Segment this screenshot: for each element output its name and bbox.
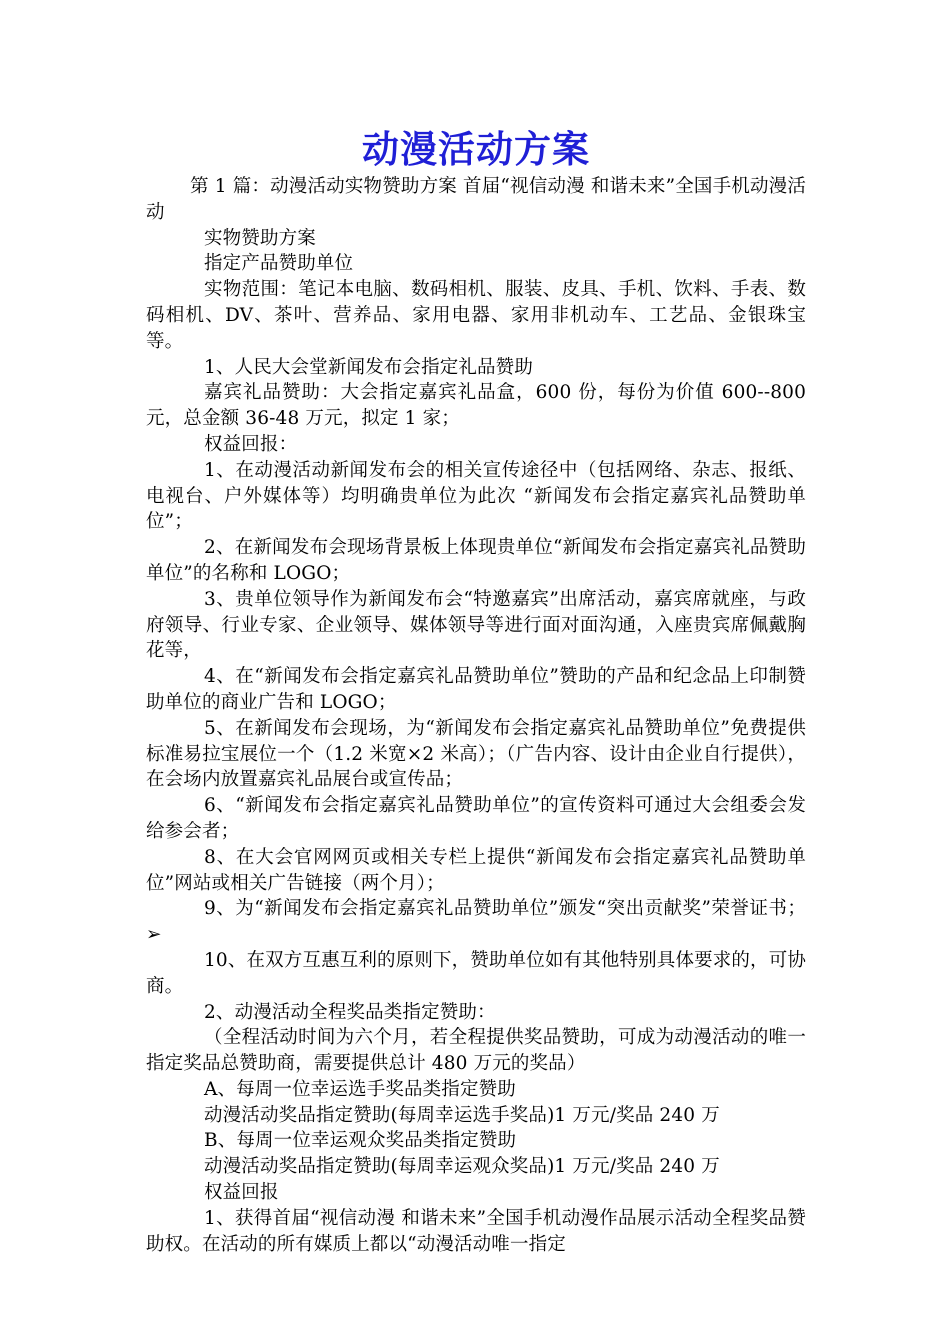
paragraph: 1、获得首届“视信动漫 和谐未来”全国手机动漫作品展示活动全程奖品赞助权。在活动的所有媒质上都以“动漫活动唯一指定: [146, 1207, 806, 1255]
paragraph: 8、在大会官网网页或相关专栏上提供“新闻发布会指定嘉宾礼品赞助单位”网站或相关广告链接（两个月）；: [146, 846, 806, 894]
paragraph: 2、在新闻发布会现场背景板上体现贵单位“新闻发布会指定嘉宾礼品赞助单位”的名称和 LOGO；: [146, 537, 806, 584]
paragraph: 指定产品赞助单位: [204, 253, 354, 275]
paragraph: 2、动漫活动全程奖品类指定赞助：: [204, 1001, 496, 1023]
paragraph: A、每周一位幸运选手奖品类指定赞助: [204, 1078, 516, 1100]
paragraph: 动漫活动奖品指定赞助(每周幸运选手奖品)1 万元/奖品 240 万: [204, 1104, 720, 1126]
paragraph: 3、贵单位领导作为新闻发布会“特邀嘉宾”出席活动，嘉宾席就座，与政府领导、行业专家、企业领导、媒体领导等进行面对面沟通，入座贵宾席佩戴胸花等，: [146, 588, 806, 662]
paragraph: 实物范围：笔记本电脑、数码相机、服装、皮具、手机、饮料、手表、数码相机、DV、茶叶、营养品、家用电器、家用非机动车、工艺品、金银珠宝等。: [146, 279, 806, 352]
paragraph: （全程活动时间为六个月，若全程提供奖品赞助，可成为动漫活动的唯一指定奖品总赞助商，需要提供总计 480 万元的奖品）: [146, 1027, 806, 1075]
paragraph: 6、“新闻发布会指定嘉宾礼品赞助单位”的宣传资料可通过大会组委会发给参会者；: [146, 795, 806, 842]
paragraph: 权益回报: [204, 1182, 279, 1204]
paragraph: 嘉宾礼品赞助：大会指定嘉宾礼品盒，600 份，每份为价值 600--800 元，总金额 36-48 万元，拟定 1 家；: [146, 382, 806, 430]
paragraph: B、每周一位幸运观众奖品类指定赞助: [204, 1130, 517, 1152]
document-page: [146, 126, 806, 1257]
paragraph: 实物赞助方案: [204, 227, 316, 249]
paragraph: 5、在新闻发布会现场，为“新闻发布会指定嘉宾礼品赞助单位”免费提供标准易拉宝展位一个（1.2 米宽×2 米高）；（广告内容、设计由企业自行提供），在会场内放置嘉宾礼品展台或宣传品；: [146, 717, 806, 791]
paragraph: 1、在动漫活动新闻发布会的相关宣传途径中（包括网络、杂志、报纸、电视台、户外媒体等）均明确贵单位为此次 “新闻发布会指定嘉宾礼品赞助单位”；: [146, 459, 806, 533]
paragraph: 第 1 篇：动漫活动实物赞助方案 首届“视信动漫 和谐未来”全国手机动漫活动: [146, 176, 806, 223]
document-title: 动漫活动方案: [362, 128, 590, 171]
paragraph: 4、在“新闻发布会指定嘉宾礼品赞助单位”赞助的产品和纪念品上印制赞助单位的商业广告和 LOGO；: [146, 666, 806, 713]
paragraph: 1、人民大会堂新闻发布会指定礼品赞助: [204, 356, 533, 378]
paragraph: 10、在双方互惠互利的原则下，赞助单位如有其他特别具体要求的，可协商。: [146, 949, 806, 997]
paragraph: 动漫活动奖品指定赞助(每周幸运观众奖品)1 万元/奖品 240 万: [204, 1156, 720, 1178]
paragraph: 权益回报：: [204, 433, 298, 455]
paragraph: 9、为“新闻发布会指定嘉宾礼品赞助单位”颁发“突出贡献奖”荣誉证书；➢: [146, 898, 806, 946]
